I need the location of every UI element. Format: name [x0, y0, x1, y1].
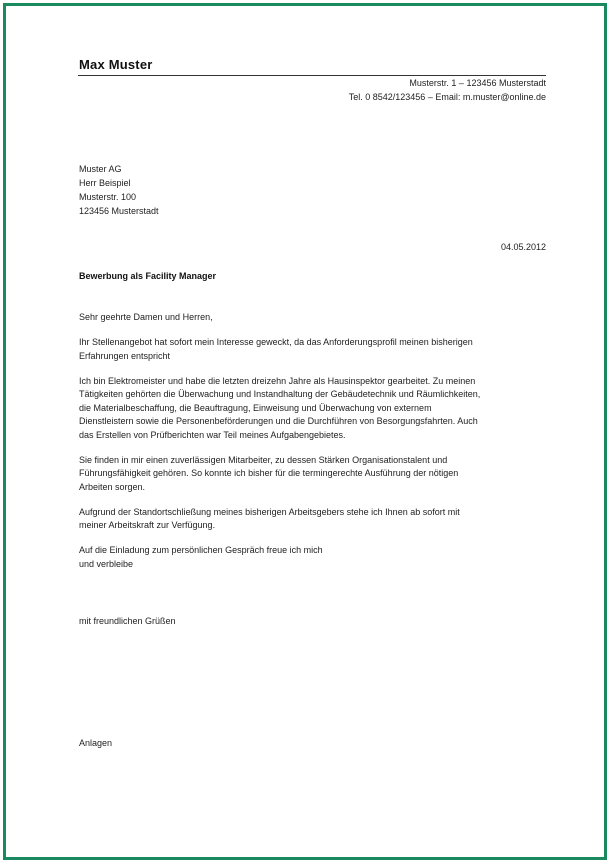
sender-contact: Tel. 0 8542/123456 – Email: m.muster@online.de — [348, 92, 546, 102]
body-paragraph: Ich bin Elektromeister und habe die letzten dreizehn Jahre als Hausinspektor gearbeitet. Zu meinen Tätigkeiten gehörten die Überwachung und Instandhaltung der Gebäudetechnik und Räumlichkeiten, die Materialbeschaffung, die Beauftragung, Einweisung und Überwachung von externem Dienstleistern sowie die Personenbeförderungen und die Durchführen von Besorgungsfahrten. Auch das Erstellen von Prüfberichten war Teil meines Aufgabengebietes. — [79, 375, 481, 440]
recipient-person: Herr Beispiel — [79, 178, 131, 188]
closing-line: mit freundlichen Grüßen — [79, 616, 176, 626]
body-paragraph: Ihr Stellenangebot hat sofort mein Interesse geweckt, da das Anforderungsprofil meinen bisherigen Erfahrungen entspricht — [79, 337, 473, 361]
header-divider — [78, 75, 546, 76]
letter-subject: Bewerbung als Facility Manager — [79, 271, 217, 281]
body-paragraph: Aufgrund der Standortschließung meines bisherigen Arbeitsgebers stehe ich Ihnen ab sofort mit meiner Arbeitskraft zur Verfügung. — [79, 506, 460, 530]
letter-body — [79, 311, 549, 583]
recipient-block — [79, 162, 159, 218]
body-paragraph: Auf die Einladung zum persönlichen Gespräch freue ich mich und verbleibe — [79, 545, 323, 569]
body-paragraph: Sie finden in mir einen zuverlässigen Mitarbeiter, zu dessen Stärken Organisationstalent und Führungsfähigkeit gehören. So konnte ich bisher für die termingerechte Ausführung der nötigen Arbeiten sorgen. — [79, 454, 459, 492]
recipient-city: 123456 Musterstadt — [79, 206, 159, 216]
letter-date: 04.05.2012 — [500, 242, 546, 252]
sender-address: Musterstr. 1 – 123456 Musterstadt — [409, 78, 546, 88]
letter-page — [6, 6, 604, 857]
sender-name: Max Muster — [79, 57, 153, 72]
salutation: Sehr geehrte Damen und Herren, — [79, 312, 213, 322]
page-frame — [3, 3, 607, 860]
recipient-street: Musterstr. 100 — [79, 192, 137, 202]
attachments-label: Anlagen — [79, 738, 113, 748]
recipient-company: Muster AG — [79, 164, 122, 174]
